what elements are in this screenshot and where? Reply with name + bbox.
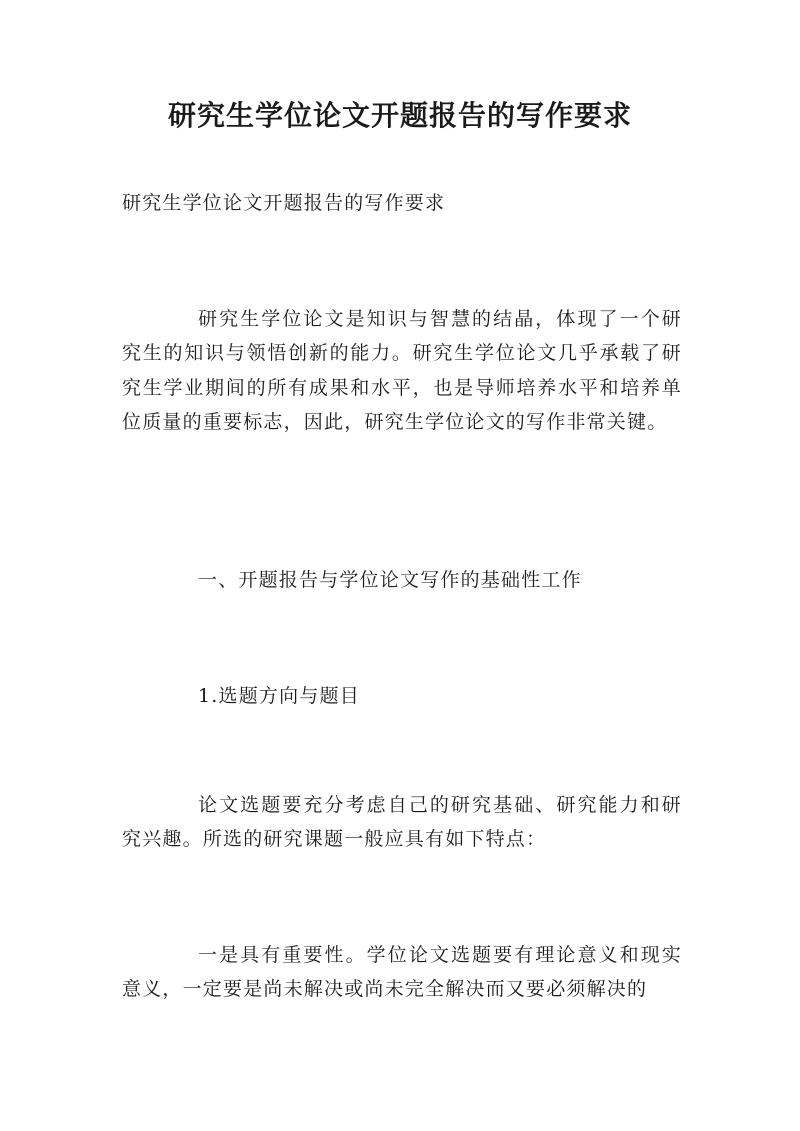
body-paragraph-importance: 一是具有重要性。学位论文选题要有理论意义和现实意义，一定要是尚未解决或尚未完全解决而又要必须解决的 bbox=[122, 944, 682, 1001]
body-paragraph-topic-selection: 论文选题要充分考虑自己的研究基础、研究能力和研究兴趣。所选的研究课题一般应具有如下特点： bbox=[122, 794, 682, 851]
intro-paragraph: 研究生学位论文是知识与智慧的结晶，体现了一个研究生的知识与领悟创新的能力。研究生学位论文几乎承载了研究生学业期间的所有成果和水平，也是导师培养水平和培养单位质量的重要标志，因此，研究生学位论文的写作非常关键。 bbox=[122, 308, 682, 434]
document-title: 研究生学位论文开题报告的写作要求 bbox=[167, 99, 632, 132]
document-subtitle: 研究生学位论文开题报告的写作要求 bbox=[122, 192, 446, 214]
section-heading: 一、开题报告与学位论文写作的基础性工作 bbox=[198, 569, 582, 591]
subsection-heading: 1.选题方向与题目 bbox=[198, 685, 360, 707]
